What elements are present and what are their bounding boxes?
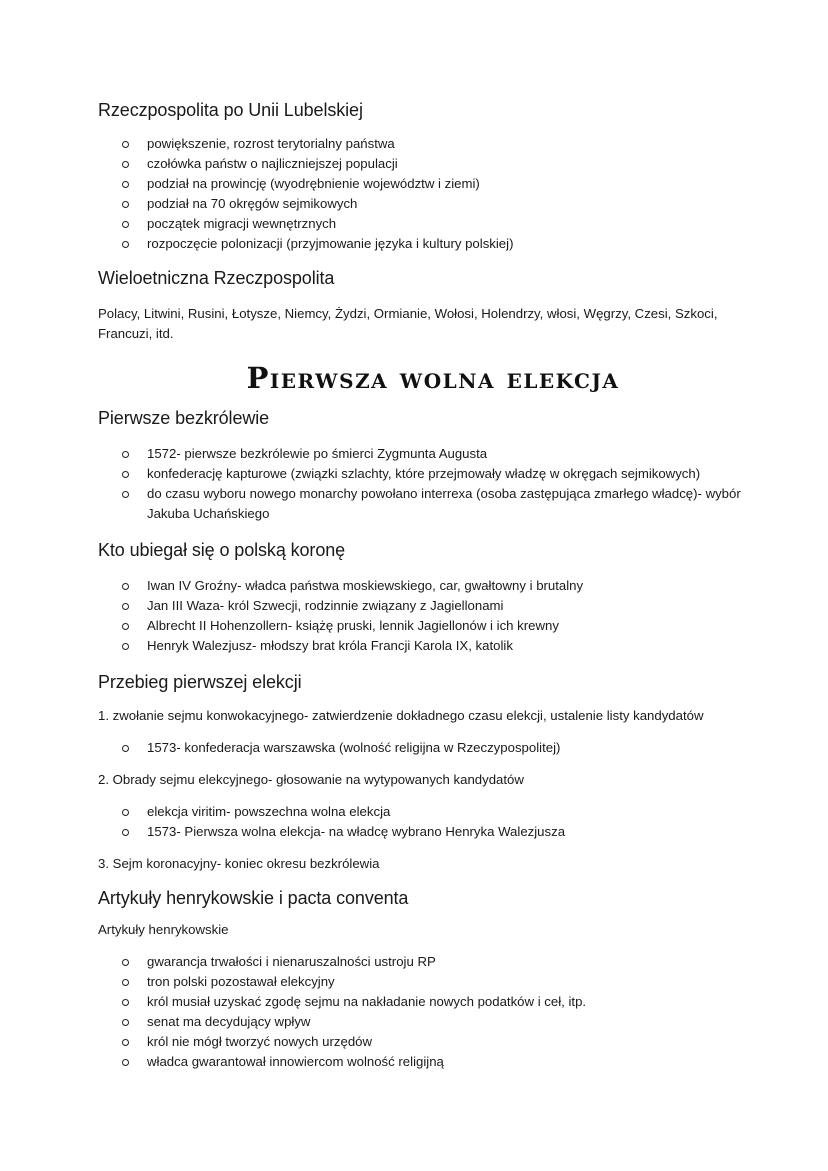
list-item: 1572- pierwsze bezkrólewie po śmierci Zygmunta Augusta <box>121 444 768 464</box>
list-step-2 <box>98 802 768 842</box>
heading-wieloetniczna: Wieloetniczna Rzeczpospolita <box>98 268 335 288</box>
list-item: czołówka państw o najliczniejszej populacji <box>121 154 768 174</box>
heading-kandydaci: Kto ubiegał się o polską koronę <box>98 540 346 560</box>
list-item: podział na prowincję (wyodrębnienie województw i ziemi) <box>121 174 768 194</box>
paragraph-nationalities: Polacy, Litwini, Rusini, Łotysze, Niemcy, Żydzi, Ormianie, Wołosi, Holendrzy, włosi, Węgrzy, Czesi, Szkoci, Francuzi, itd. <box>98 306 718 341</box>
heading-bezkrolewie: Pierwsze bezkrólewie <box>98 408 270 428</box>
heading-rzeczpospolita: Rzeczpospolita po Unii Lubelskiej <box>98 100 363 120</box>
list-item: Jan III Waza- król Szwecji, rodzinnie związany z Jagiellonami <box>121 596 768 616</box>
list-item: senat ma decydujący wpływ <box>121 1012 768 1032</box>
main-title: Pierwsza wolna elekcja <box>246 361 620 395</box>
list-item: Henryk Walezjusz- młodszy brat króla Francji Karola IX, katolik <box>121 636 768 656</box>
list-kandydaci <box>98 576 768 656</box>
list-item: powiększenie, rozrost terytorialny państwa <box>121 134 768 154</box>
list-item: konfederację kapturowe (związki szlachty, które przejmowały władzę w okręgach sejmikowych) <box>121 464 768 484</box>
list-item: podział na 70 okręgów sejmikowych <box>121 194 768 214</box>
list-item: władca gwarantował innowiercom wolność religijną <box>121 1052 768 1072</box>
przebieg-step-2: 2. Obrady sejmu elekcyjnego- głosowanie na wytypowanych kandydatów <box>98 772 524 787</box>
list-item: gwarancja trwałości i nienaruszalności ustroju RP <box>121 952 768 972</box>
list-item: 1573- konfederacja warszawska (wolność religijna w Rzeczypospolitej) <box>121 738 768 758</box>
list-item: tron polski pozostawał elekcyjny <box>121 972 768 992</box>
list-rzeczpospolita <box>98 134 768 254</box>
list-item: Albrecht II Hohenzollern- książę pruski, lennik Jagiellonów i ich krewny <box>121 616 768 636</box>
list-item: rozpoczęcie polonizacji (przyjmowanie języka i kultury polskiej) <box>121 234 768 254</box>
list-item: Iwan IV Groźny- władca państwa moskiewskiego, car, gwałtowny i brutalny <box>121 576 768 596</box>
list-item: król nie mógł tworzyć nowych urzędów <box>121 1032 768 1052</box>
list-item: król musiał uzyskać zgodę sejmu na nakładanie nowych podatków i ceł, itp. <box>121 992 768 1012</box>
heading-artykuly: Artykuły henrykowskie i pacta conventa <box>98 888 409 908</box>
heading-przebieg: Przebieg pierwszej elekcji <box>98 672 302 692</box>
list-item: elekcja viritim- powszechna wolna elekcja <box>121 802 768 822</box>
subheading-artykuly-henrykowskie: Artykuły henrykowskie <box>98 922 229 937</box>
przebieg-step-1: 1. zwołanie sejmu konwokacyjnego- zatwierdzenie dokładnego czasu elekcji, ustalenie listy kandydatów <box>98 708 704 723</box>
przebieg-step-3: 3. Sejm koronacyjny- koniec okresu bezkrólewia <box>98 856 380 871</box>
list-item: początek migracji wewnętrznych <box>121 214 768 234</box>
list-step-1 <box>98 738 768 758</box>
list-artykuly <box>98 952 768 1072</box>
list-bezkrolewie <box>98 444 768 524</box>
list-item: do czasu wyboru nowego monarchy powołano interrexa (osoba zastępująca zmarłego władcę)- wybór Jakuba Uchańskiego <box>121 484 768 524</box>
list-item: 1573- Pierwsza wolna elekcja- na władcę wybrano Henryka Walezjusza <box>121 822 768 842</box>
